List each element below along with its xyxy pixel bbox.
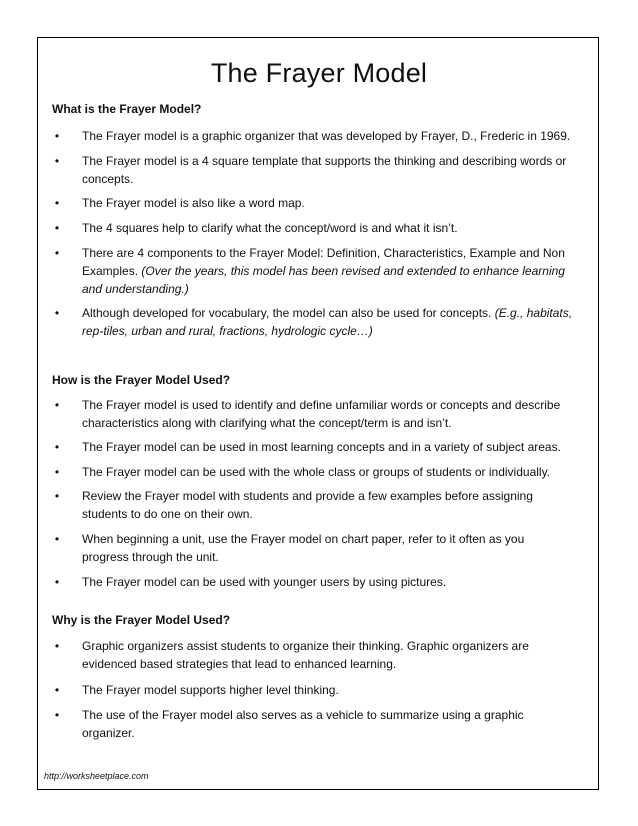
bullet-icon: • — [54, 398, 60, 412]
bullet-icon: • — [54, 440, 60, 454]
bullet-icon: • — [54, 129, 60, 143]
section-heading-how: How is the Frayer Model Used? — [52, 373, 231, 387]
bullet-icon: • — [54, 532, 60, 546]
page-title: The Frayer Model — [210, 58, 428, 88]
footer-url: http://worksheetplace.com — [44, 771, 149, 781]
bullet-icon: • — [54, 306, 60, 320]
section-heading-what: What is the Frayer Model? — [52, 102, 202, 116]
bullet-icon: • — [54, 683, 60, 697]
bullet-icon: • — [54, 465, 60, 479]
bullet-icon: • — [54, 575, 60, 589]
bullet-icon: • — [54, 489, 60, 503]
bullet-icon: • — [54, 708, 60, 722]
bullet-icon: • — [54, 154, 60, 168]
bullet-icon: • — [54, 221, 60, 235]
section-heading-why: Why is the Frayer Model Used? — [52, 613, 231, 627]
bullet-icon: • — [54, 246, 60, 260]
bullet-icon: • — [54, 196, 60, 210]
bullet-icon: • — [54, 639, 60, 653]
